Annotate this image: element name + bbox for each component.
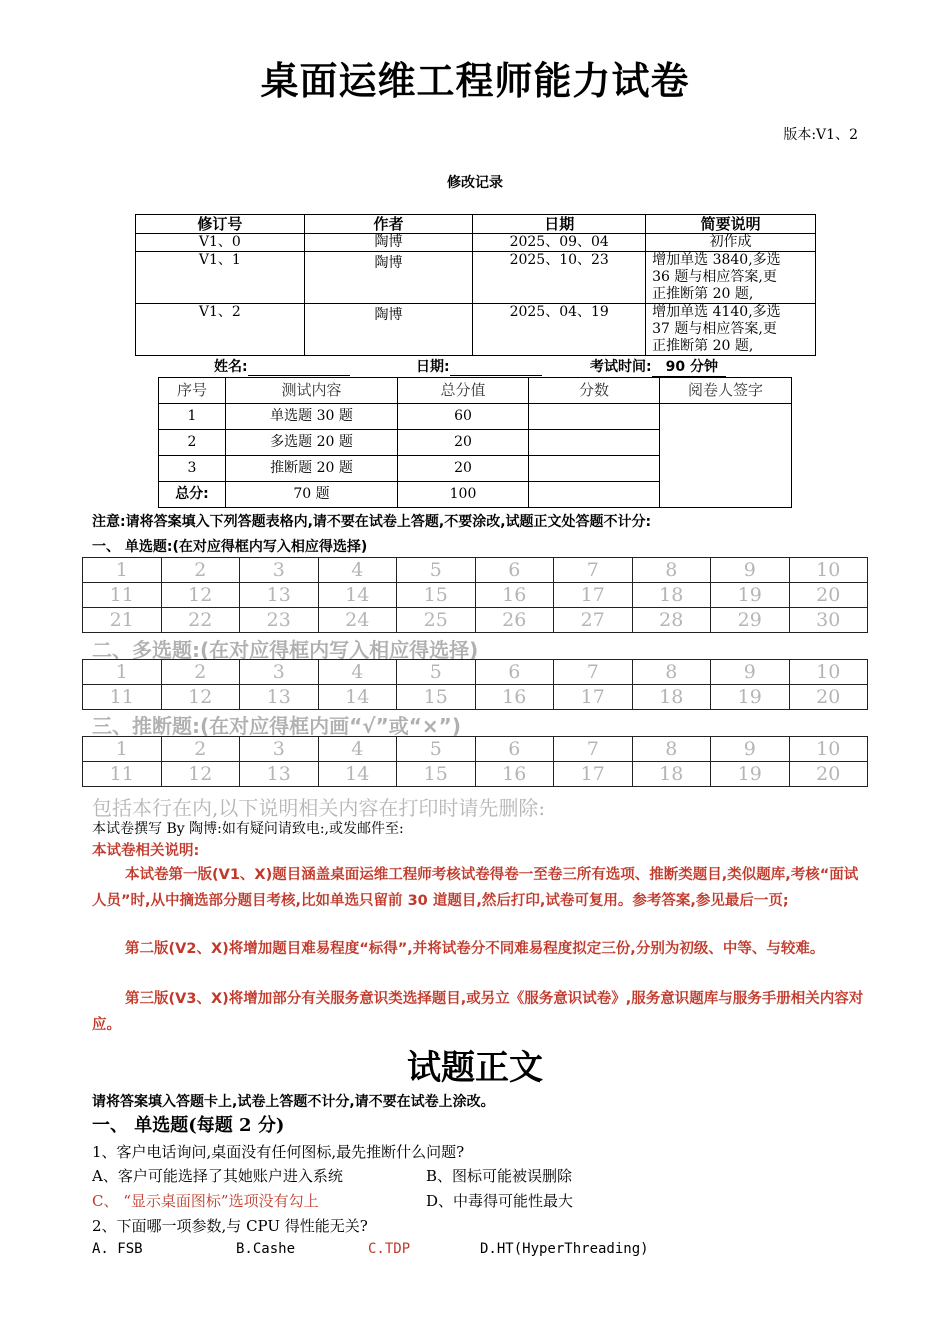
single-choice-label: 一、 单选题:(在对应得框内写入相应得选择): [92, 539, 368, 555]
score-no: 3: [159, 456, 226, 482]
score-input[interactable]: [529, 430, 660, 456]
answer-cell[interactable]: 10: [789, 558, 868, 583]
score-points: 60: [398, 404, 529, 430]
revision-desc-line: 37 题与相应答案,更: [652, 321, 777, 337]
revision-title: 修改记录: [447, 175, 503, 191]
answer-row: [83, 762, 868, 787]
answer-cell[interactable]: 28: [632, 608, 711, 633]
answer-cell[interactable]: 26: [475, 608, 554, 633]
grader-signature[interactable]: [660, 404, 792, 508]
score-header-cell: 阅卷人签字: [660, 378, 792, 404]
revision-date: 2025、09、04: [473, 234, 646, 252]
single-answer-grid: [82, 557, 868, 633]
score-points: 20: [398, 456, 529, 482]
time-field: [590, 356, 726, 377]
answer-cell[interactable]: 27: [554, 608, 633, 633]
answer-cell[interactable]: 16: [475, 583, 554, 608]
answer-row: [83, 660, 868, 685]
answer-cell[interactable]: 9: [711, 660, 790, 685]
judge-label: 三、推断题:(在对应得框内画“√”或“×”): [92, 714, 461, 738]
answer-cell[interactable]: 16: [475, 762, 554, 787]
score-input[interactable]: [529, 456, 660, 482]
answer-cell[interactable]: 4: [318, 737, 397, 762]
revision-desc-line: 增加单选 4140,多选: [652, 304, 781, 320]
answer-cell[interactable]: 7: [554, 558, 633, 583]
date-label: 日期:: [416, 359, 450, 375]
revision-header-cell: 日期: [473, 215, 646, 234]
section-1-title: 一、 单选题(每题 2 分): [92, 1115, 285, 1136]
score-no: 1: [159, 404, 226, 430]
answer-cell[interactable]: 8: [632, 660, 711, 685]
explain-heading: 本试卷相关说明:: [92, 843, 200, 859]
answer-cell[interactable]: 15: [397, 762, 476, 787]
answer-cell[interactable]: 20: [789, 762, 868, 787]
answer-row: [83, 608, 868, 633]
answer-cell[interactable]: 29: [711, 608, 790, 633]
explain-paragraph-1: 本试卷第一版(V1、X)题目涵盖桌面运维工程师考核试卷得卷一至卷三所有选项、推断类题目,类似题库,考核“面试人员”时,从中摘选部分题目考核,比如单选只留前 30 道题目,然后打印,试卷可复用。参考答案,参见最后一页;: [92, 867, 859, 909]
explain-paragraph-2: 第二版(V2、X)将增加题目难易程度“标得”,并将试卷分不同难易程度拟定三份,分别为初级、中等、与较难。: [125, 941, 825, 957]
answer-cell[interactable]: 12: [161, 583, 240, 608]
answer-row: [83, 558, 868, 583]
score-total-points: 100: [398, 482, 529, 508]
name-blank[interactable]: [248, 359, 350, 376]
answer-cell[interactable]: 10: [789, 737, 868, 762]
page-title: 桌面运维工程师能力试卷: [260, 59, 690, 103]
score-total-label: 总分:: [159, 482, 226, 508]
revision-date: 2025、10、23: [473, 252, 646, 304]
revision-author: 陶博: [304, 252, 473, 304]
revision-desc: [646, 252, 816, 304]
question-2: 2、下面哪一项参数,与 CPU 得性能无关?: [92, 1217, 368, 1235]
answer-cell[interactable]: 19: [711, 583, 790, 608]
answer-cell[interactable]: 11: [83, 685, 162, 710]
answer-cell[interactable]: 15: [397, 583, 476, 608]
answer-cell[interactable]: 22: [161, 608, 240, 633]
q2-option-c[interactable]: C.TDP: [368, 1241, 411, 1257]
answer-cell[interactable]: 20: [789, 685, 868, 710]
revision-desc-line: 36 题与相应答案,更: [652, 269, 777, 285]
revision-author: 陶博: [304, 234, 473, 252]
q1-option-b[interactable]: B、图标可能被误删除: [426, 1167, 573, 1185]
answer-cell[interactable]: 20: [789, 583, 868, 608]
revision-header-cell: 简要说明: [646, 215, 816, 234]
answer-cell[interactable]: 21: [83, 608, 162, 633]
answer-cell[interactable]: 11: [83, 762, 162, 787]
score-header-cell: 总分值: [398, 378, 529, 404]
score-no: 2: [159, 430, 226, 456]
revision-desc-line: 增加单选 3840,多选: [652, 252, 781, 268]
answer-cell[interactable]: 17: [554, 762, 633, 787]
revision-header-cell: 作者: [304, 215, 473, 234]
answer-cell[interactable]: 6: [475, 660, 554, 685]
answer-cell[interactable]: 25: [397, 608, 476, 633]
q2-option-d[interactable]: D.HT(HyperThreading): [480, 1241, 649, 1257]
q1-option-a[interactable]: A、客户可能选择了其她账户进入系统: [92, 1167, 343, 1185]
revision-header-row: [136, 215, 816, 234]
time-value: 90 分钟: [652, 356, 726, 377]
answer-cell[interactable]: 2: [161, 660, 240, 685]
answer-cell[interactable]: 19: [711, 685, 790, 710]
name-field: [214, 356, 350, 376]
answer-cell[interactable]: 18: [632, 762, 711, 787]
revision-desc-line: 正推断第 20 题,: [652, 286, 754, 302]
answer-cell[interactable]: 18: [632, 583, 711, 608]
revision-row: [136, 234, 816, 252]
revision-desc: [646, 304, 816, 356]
revision-header-cell: 修订号: [136, 215, 305, 234]
answer-cell[interactable]: 6: [475, 558, 554, 583]
answer-cell[interactable]: 5: [397, 558, 476, 583]
answer-cell[interactable]: 10: [789, 660, 868, 685]
answer-cell[interactable]: 1: [83, 558, 162, 583]
answer-cell[interactable]: 8: [632, 558, 711, 583]
score-content: 推断题 20 题: [226, 456, 398, 482]
answer-cell[interactable]: 9: [711, 737, 790, 762]
time-label: 考试时间:: [590, 359, 652, 375]
score-header-cell: 分数: [529, 378, 660, 404]
score-content: 多选题 20 题: [226, 430, 398, 456]
date-field: [416, 356, 542, 376]
revision-rev: V1、0: [136, 234, 305, 252]
answer-cell[interactable]: 30: [789, 608, 868, 633]
revision-rev: V1、1: [136, 252, 305, 304]
notice: 注意:请将答案填入下列答题表格内,请不要在试卷上答题,不要涂改,试题正文处答题不计分:: [92, 514, 652, 530]
answer-cell[interactable]: 3: [240, 558, 319, 583]
answer-cell[interactable]: 14: [318, 583, 397, 608]
answer-cell[interactable]: 7: [554, 737, 633, 762]
answer-cell[interactable]: 18: [632, 685, 711, 710]
judge-answer-grid: [82, 736, 868, 787]
answer-cell[interactable]: 7: [554, 660, 633, 685]
answer-cell[interactable]: 5: [397, 737, 476, 762]
score-header-cell: 测试内容: [226, 378, 398, 404]
score-content: 单选题 30 题: [226, 404, 398, 430]
revision-table: [135, 214, 816, 356]
answer-cell[interactable]: 16: [475, 685, 554, 710]
score-table: [158, 377, 792, 508]
answer-cell[interactable]: 1: [83, 737, 162, 762]
answer-cell[interactable]: 12: [161, 762, 240, 787]
answer-cell[interactable]: 1: [83, 660, 162, 685]
answer-cell[interactable]: 9: [711, 558, 790, 583]
answer-row: [83, 737, 868, 762]
answer-cell[interactable]: 5: [397, 660, 476, 685]
answer-cell[interactable]: 13: [240, 762, 319, 787]
revision-row: [136, 252, 816, 304]
name-label: 姓名:: [214, 359, 248, 375]
q1-option-d[interactable]: D、中毒得可能性最大: [426, 1192, 574, 1210]
answer-cell[interactable]: 4: [318, 660, 397, 685]
answer-cell[interactable]: 4: [318, 558, 397, 583]
answer-row: [83, 583, 868, 608]
answer-cell[interactable]: 3: [240, 737, 319, 762]
multi-choice-label: 二、多选题:(在对应得框内写入相应得选择): [92, 638, 479, 662]
answer-cell[interactable]: 12: [161, 685, 240, 710]
revision-date: 2025、04、19: [473, 304, 646, 356]
answer-cell[interactable]: 17: [554, 583, 633, 608]
answer-cell[interactable]: 14: [318, 762, 397, 787]
answer-cell[interactable]: 8: [632, 737, 711, 762]
question-1: 1、客户电话询问,桌面没有任何图标,最先推断什么问题?: [92, 1143, 465, 1161]
revision-row: [136, 304, 816, 356]
score-total-input[interactable]: [529, 482, 660, 508]
answer-cell[interactable]: 2: [161, 558, 240, 583]
score-header-cell: 序号: [159, 378, 226, 404]
score-input[interactable]: [529, 404, 660, 430]
answer-cell[interactable]: 14: [318, 685, 397, 710]
version-label: 版本:V1、2: [783, 127, 858, 143]
revision-desc-line: 初作成: [709, 234, 752, 250]
answer-cell[interactable]: 24: [318, 608, 397, 633]
multi-answer-grid: [82, 659, 868, 710]
q2-option-b[interactable]: B.Cashe: [236, 1241, 296, 1257]
answer-cell[interactable]: 19: [711, 762, 790, 787]
q1-option-c[interactable]: C、 “显示桌面图标”选项没有勾上: [92, 1192, 319, 1210]
delete-note: 包括本行在内,以下说明相关内容在打印时请先删除:: [92, 796, 546, 820]
date-blank[interactable]: [450, 359, 542, 376]
q2-option-a[interactable]: A. FSB: [92, 1241, 143, 1257]
score-header-row: [159, 378, 792, 404]
score-total-content: 70 题: [226, 482, 398, 508]
answer-cell[interactable]: 13: [240, 583, 319, 608]
answer-row: [83, 685, 868, 710]
revision-rev: V1、2: [136, 304, 305, 356]
answer-cell[interactable]: 6: [475, 737, 554, 762]
answer-cell[interactable]: 13: [240, 685, 319, 710]
revision-desc: [646, 234, 816, 252]
answer-cell[interactable]: 15: [397, 685, 476, 710]
score-points: 20: [398, 430, 529, 456]
revision-desc-line: 正推断第 20 题,: [652, 338, 754, 354]
body-note: 请将答案填入答题卡上,试卷上答题不计分,请不要在试卷上涂改。: [92, 1094, 495, 1110]
answer-cell[interactable]: 23: [240, 608, 319, 633]
answer-cell[interactable]: 11: [83, 583, 162, 608]
score-row: [159, 404, 792, 430]
author-line: 本试卷撰写 By 陶博:如有疑问请致电:,或发邮件至:: [92, 821, 404, 837]
explain-paragraph-3: 第三版(V3、X)将增加部分有关服务意识类选择题目,或另立《服务意识试卷》,服务意识题库与服务手册相关内容对应。: [92, 991, 864, 1033]
body-title: 试题正文: [407, 1048, 543, 1088]
answer-cell[interactable]: 2: [161, 737, 240, 762]
answer-cell[interactable]: 17: [554, 685, 633, 710]
answer-cell[interactable]: 3: [240, 660, 319, 685]
revision-author: 陶博: [304, 304, 473, 356]
